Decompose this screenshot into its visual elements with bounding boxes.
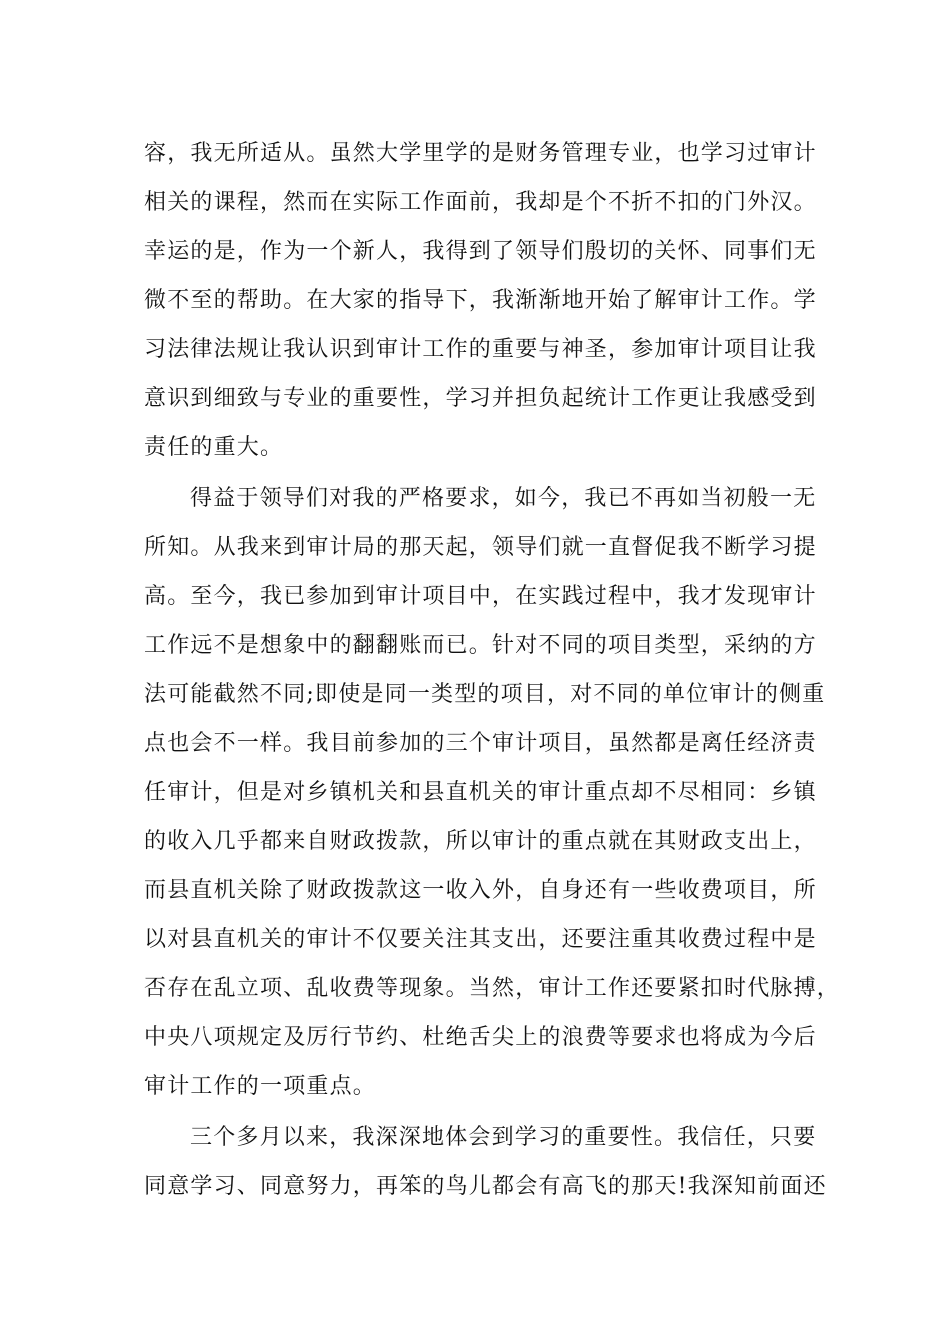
text-line: 所知。从我来到审计局的那天起，领导们就一直督促我不断学习提 <box>144 535 817 560</box>
text-line: 否存在乱立项、乱收费等现象。当然，审计工作还要紧扣时代脉搏， <box>144 976 841 1001</box>
text-line: 任审计，但是对乡镇机关和县直机关的审计重点却不尽相同：乡镇 <box>144 780 817 805</box>
text-line: 而县直机关除了财政拨款这一收入外，自身还有一些收费项目，所 <box>144 878 817 903</box>
text-line: 审计工作的一项重点。 <box>144 1074 377 1099</box>
text-line: 高。至今，我已参加到审计项目中，在实践过程中，我才发现审计 <box>144 584 817 609</box>
text-line: 中央八项规定及厉行节约、杜绝舌尖上的浪费等要求也将成为今后 <box>144 1025 817 1050</box>
text-line: 习法律法规让我认识到审计工作的重要与神圣，参加审计项目让我 <box>144 337 817 362</box>
text-line: 以对县直机关的审计不仅要关注其支出，还要注重其收费过程中是 <box>144 927 817 952</box>
text-line: 工作远不是想象中的翻翻账而已。针对不同的项目类型，采纳的方 <box>144 633 817 658</box>
text-line: 法可能截然不同;即使是同一类型的项目，对不同的单位审计的侧重 <box>144 682 826 707</box>
text-line: 意识到细致与专业的重要性，学习并担负起统计工作更让我感受到 <box>144 386 817 411</box>
text-line: 责任的重大。 <box>144 435 284 460</box>
text-line: 相关的课程，然而在实际工作面前，我却是个不折不扣的门外汉。 <box>144 190 817 215</box>
text-line: 点也会不一样。我目前参加的三个审计项目，虽然都是离任经济责 <box>144 731 817 756</box>
text-line: 容，我无所适从。虽然大学里学的是财务管理专业，也学习过审计 <box>144 141 817 166</box>
paragraph-first-line: 三个多月以来，我深深地体会到学习的重要性。我信任，只要 <box>190 1125 817 1150</box>
text-line: 的收入几乎都来自财政拨款，所以审计的重点就在其财政支出上， <box>144 829 817 854</box>
text-line: 微不至的帮助。在大家的指导下，我渐渐地开始了解审计工作。学 <box>144 288 817 313</box>
paragraph-first-line: 得益于领导们对我的严格要求，如今，我已不再如当初般一无 <box>190 486 817 511</box>
text-line: 同意学习、同意努力，再笨的鸟儿都会有高飞的那天!我深知前面还 <box>144 1174 827 1199</box>
text-line: 幸运的是，作为一个新人，我得到了领导们殷切的关怀、同事们无 <box>144 239 817 264</box>
